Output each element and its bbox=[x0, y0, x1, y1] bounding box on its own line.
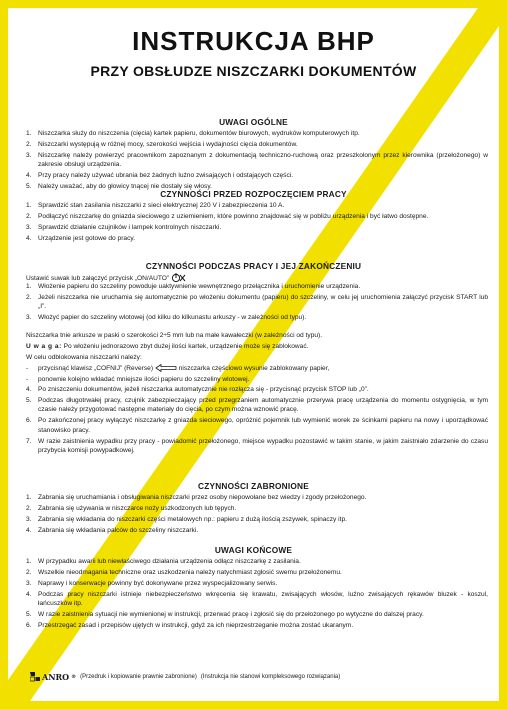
page-title: INSTRUKCJA BHP bbox=[132, 26, 375, 56]
list-item: 3. Zabrania się wkładania do niszczarki części metalowych np.: papieru z dużą ilością zszywek, spinaczy itp. bbox=[26, 516, 347, 523]
list-item: 3. Sprawdzić działanie czujników i lampek kontrolnych niszczarki. bbox=[26, 224, 222, 231]
section-heading-final: UWAGI KOŃCOWE bbox=[214, 545, 293, 555]
general-list bbox=[26, 129, 488, 193]
anro-logo-icon bbox=[30, 671, 40, 682]
section-heading-during: CZYNNOŚCI PODCZAS PRACY I JEJ ZAKOŃCZENIU bbox=[145, 261, 362, 271]
final-list bbox=[26, 557, 488, 632]
section-heading-forbidden: CZYNNOŚCI ZABRONIONE bbox=[198, 481, 309, 491]
page-subtitle: PRZY OBSŁUDZE NISZCZARKI DOKUMENTÓW bbox=[90, 63, 417, 79]
list-item: 3. Naprawy i konserwacje powinny być dokonywane przez wyspecjalizowany serwis. bbox=[26, 580, 278, 587]
list-item: 2. Podłączyć niszczarkę do gniazda sieciowego z uziemieniem, które powinno znajdować się w pobliżu urządzenia i być łatwo dostępne. bbox=[26, 213, 429, 220]
forbidden-list bbox=[26, 493, 488, 537]
list-item: 6. Przestrzegać zasad i przepisów ujętych w instrukcji, gdyż za ich nieprzestrzeganie można zostać ukaranym. bbox=[26, 622, 354, 630]
during-intro: Ustawić suwak lub załączyć przycisk „ON/AUTO” bbox=[26, 272, 488, 284]
anro-logo: ANRO ® bbox=[30, 671, 76, 682]
during-notes bbox=[26, 331, 488, 386]
section-heading-general: UWAGI OGÓLNE bbox=[219, 117, 288, 127]
footer bbox=[30, 671, 340, 682]
list-item: 4. Zabrania się wkładania palców do szczeliny niszczarki. bbox=[26, 527, 199, 534]
list-item: 2. Wszelkie nieodmagania techniczne oraz uszkodzenia należy natychmiast zgłosić swemu przełożonemu. bbox=[26, 569, 342, 576]
dash-item-reinsert: - ponownie kolejno wkładać mniejsze ilości papieru do szczeliny wlotowej. bbox=[26, 376, 250, 383]
warning-note: U w a g a: Po włożeniu jednorazowo zbyt dużej ilości kartek, urządzenie może się zablokować. bbox=[26, 343, 309, 350]
list-item: 3. Włożyć papier do szczeliny wlotowej (od kilku do kilkunastu arkuszy - w zależności od typu). bbox=[26, 314, 307, 322]
list-item: 7. W razie zaistnienia wypadku przy pracy - powiadomić przełożonego, miejsce wypadku pozostawić w takim stanie, w jakim zaistniało zdarzenie do czasu przybycia komisji powypadkowej. bbox=[26, 437, 488, 455]
dash-item-reverse: - przycisnąć klawisz „COFNIJ” (Reverse) niszczarka częściowo wysunie zablokowany papier, bbox=[26, 365, 330, 372]
footer-copyright-note: (Przedruk i kopiowanie prawnie zabronione) bbox=[80, 673, 197, 680]
list-item: 3. Niszczarkę należy powierzyć pracownikom zapoznanym z dokumentacją techniczno-ruchową oraz przeszkolonym przez kierownika (przełożonego) w zakresie obsługi urządzenia. bbox=[26, 152, 488, 169]
list-item: 1. Zabrania się uruchamiania i obsługiwania niszczarki przez osoby niepowołane bez wiedzy i zgody przełożonego. bbox=[26, 494, 367, 501]
list-item: 5. Podczas długotrwałej pracy, czujnik zabezpieczający przed przegrzaniem automatycznie przerywa pracę urządzenia do momentu ostygnięcia, w tym czasie należy przygotować następne materiały do cięcia, po czym można wznowić pracę. bbox=[26, 397, 488, 414]
list-item: 4. Urządzenie jest gotowe do pracy. bbox=[26, 235, 136, 242]
unblock-intro: W celu odblokowania niszczarki należy: bbox=[26, 354, 142, 361]
list-item: 6. Po zakończonej pracy wyłączyć niszczarkę z gniazda sieciowego, opróżnić pojemnik lub wymienić worek ze ścinkami papieru na nowy i uporządkować stanowisko pracy. bbox=[26, 417, 488, 434]
list-item: 2. Jeżeli niszczarka nie uruchamia się automatycznie po włożeniu dokumentu (papieru) do szczeliny, w celu jej uruchomienia załączyć przycisk START lub „I”. bbox=[26, 294, 488, 311]
list-item: 1. W przypadku awarii lub niewłaściwego działania urządzenia odłącz niszczarkę z zasilania. bbox=[26, 558, 301, 565]
during-list-a bbox=[26, 282, 488, 324]
list-item: 2. Niszczarki występują w różnej mocy, szerokości wejścia i wydajności cięcia dokumentów. bbox=[26, 141, 298, 148]
list-item: 5. Należy uważać, aby do głowicy tnącej nie dostały się włosy. bbox=[26, 183, 212, 191]
list-item: 1. Niszczarka służy do niszczenia (cięcia) kartek papieru, dokumentów biurowych, wydruków komputerowych itp. bbox=[26, 130, 360, 137]
list-item: 1. Sprawdzić stan zasilania niszczarki z sieci elektrycznej 220 V i zabezpieczenia 10 A. bbox=[26, 202, 285, 209]
list-item: 4. Po zniszczeniu dokumentów, jeżeli niszczarka automatycznie nie rozłącza się - przycisnąć przycisk STOP lub „0”. bbox=[26, 386, 369, 393]
list-item: 5. W razie zaistnienia sytuacji nie wymienionej w instrukcji, przerwać pracę i zgłosić się do przełożonego po wytyczne do dalszej pracy. bbox=[26, 611, 424, 619]
list-item: 1. Włożenie papieru do szczeliny powoduje uaktywnienie wewnętrznego przełącznika i uruchomienie urządzenia. bbox=[26, 283, 361, 290]
list-item: 4. Przy pracy należy używać ubrania bez żadnych luźno zwisających i odstających części. bbox=[26, 172, 294, 180]
footer-disclaimer: (Instrukcja nie stanowi kompleksowego rozwiązania) bbox=[200, 673, 341, 680]
during-list-b bbox=[26, 385, 488, 457]
reverse-arrow-icon bbox=[155, 364, 177, 372]
section-heading-before: CZYNNOŚCI PRZED ROZPOCZĘCIEM PRACY bbox=[160, 189, 347, 199]
list-item: 4. Podczas pracy niszczarki istnieje niebezpieczeństwo wkręcenia się krawatu, zwisających włosów, luźno zwisających rękawów bluzek - koszul, łańcuszków itp. bbox=[26, 591, 488, 608]
note-strip-width: Niszczarka tnie arkusze w paski o szerokości 2÷5 mm lub na małe kawałeczki (w zależności od typu). bbox=[26, 332, 323, 339]
list-item: 2. Zabrania się używania w niszczarce noży uszkodzonych lub tępych. bbox=[26, 505, 237, 512]
sign-panel bbox=[8, 8, 499, 701]
before-list bbox=[26, 201, 488, 245]
